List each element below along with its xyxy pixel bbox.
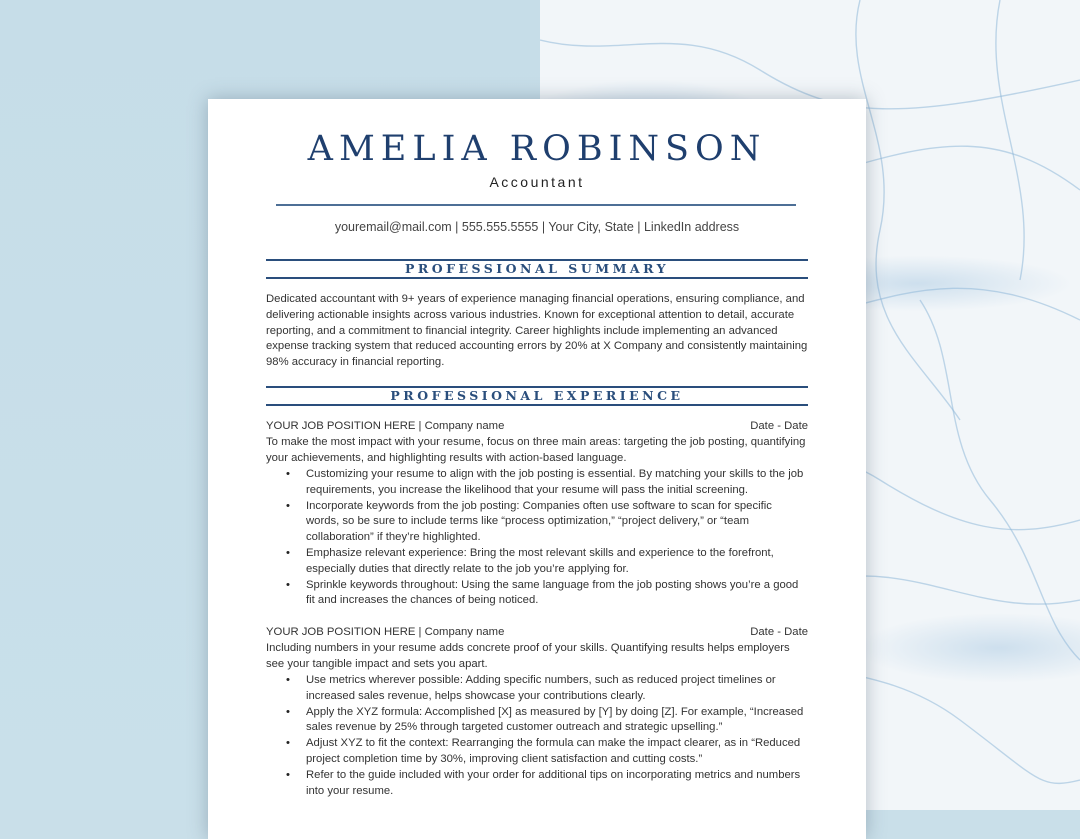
- resume-page: [208, 99, 866, 839]
- list-item: • Adjust XYZ to fit the context: Rearranging the formula can make the impact clearer, as in “Reduced project completion time by 30%, improving client satisfaction and cutting costs.”: [306, 736, 808, 768]
- resume-role: Accountant: [489, 174, 585, 190]
- list-item: • Customizing your resume to align with the job posting is essential. By matching your skills to the job requirements, you increase the likelihood that your resume will pass the initial screening.: [306, 467, 808, 499]
- job-intro: Including numbers in your resume adds concrete proof of your skills. Quantifying results helps employers see your tangible impact and sets you apart.: [266, 642, 790, 670]
- job-bullets: [266, 467, 808, 609]
- job-title: YOUR JOB POSITION HERE | Company name: [266, 420, 505, 432]
- list-item: • Apply the XYZ formula: Accomplished [X] as measured by [Y] by doing [Z]. For example, “Increased sales revenue by 25% through targeted customer outreach and strategic upselling.”: [306, 705, 808, 737]
- job-dates: Date - Date: [750, 626, 808, 638]
- header-divider: [276, 204, 796, 206]
- list-item: • Emphasize relevant experience: Bring the most relevant skills and experience to the forefront, especially duties that directly relate to the job you’re applying for.: [306, 546, 808, 578]
- job-header: [266, 420, 808, 432]
- job-intro: To make the most impact with your resume, focus on three main areas: targeting the job posting, quantifying your achievements, and highlighting results with action-based language.: [266, 436, 806, 464]
- resume-name: AMELIA ROBINSON: [307, 129, 767, 169]
- job-header: [266, 626, 808, 638]
- contact-line: youremail@mail.com | 555.555.5555 | Your City, State | LinkedIn address: [334, 220, 740, 234]
- summary-heading: PROFESSIONAL SUMMARY: [266, 259, 808, 279]
- job-dates: Date - Date: [750, 420, 808, 432]
- list-item: • Refer to the guide included with your order for additional tips on incorporating metrics and numbers into your resume.: [306, 768, 808, 800]
- list-item: • Use metrics wherever possible: Adding specific numbers, such as reduced project timelines or increased sales revenue, helps showcase your contributions clearly.: [306, 673, 808, 705]
- list-item: • Sprinkle keywords throughout: Using the same language from the job posting shows you’re a good fit and increases the chances of being noticed.: [306, 578, 808, 610]
- job-title: YOUR JOB POSITION HERE | Company name: [266, 626, 505, 638]
- experience-heading: PROFESSIONAL EXPERIENCE: [266, 386, 808, 406]
- summary-text: Dedicated accountant with 9+ years of experience managing financial operations, ensuring compliance, and delivering actionable insights across various industries. Known for exceptional attention to detail, accurate reporting, and a commitment to financial integrity. Career highlights include implementing an advanced expense tracking system that reduced accounting errors by 20% at X Company and consistently maintaining 98% accuracy in financial reporting.: [266, 293, 808, 369]
- list-item: • Incorporate keywords from the job posting: Companies often use software to scan for specific words, so be sure to include terms like “process optimization,” “project delivery,” or “team collaboration” if they’re highlighted.: [306, 499, 808, 546]
- job-bullets: [266, 673, 808, 799]
